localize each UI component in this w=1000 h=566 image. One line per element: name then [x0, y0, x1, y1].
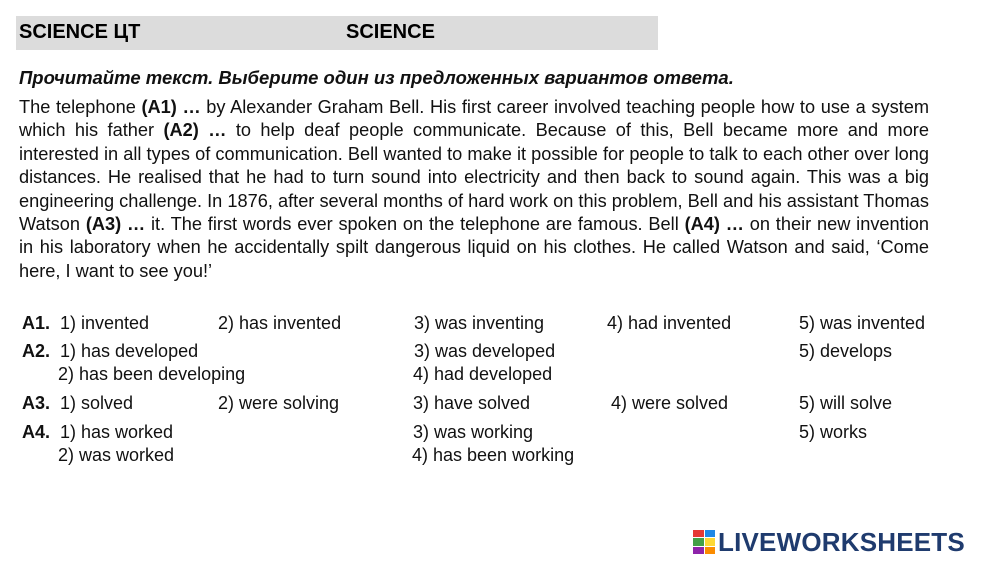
- a1-option-5[interactable]: 5) was invented: [799, 313, 926, 333]
- question-a3-label: A3.: [22, 393, 51, 413]
- question-a4-label: A4.: [22, 422, 51, 442]
- a3-option-4[interactable]: 4) were solved: [611, 393, 729, 413]
- a3-option-1[interactable]: 1) solved: [60, 393, 134, 413]
- passage-text: by Alexander Graham Bell. His first career involved teaching people how to use a system which his father: [19, 97, 929, 141]
- gap-a4: (A4) …: [684, 214, 744, 235]
- logo-text: LIVEWORKSHEETS: [718, 526, 965, 557]
- a4-option-5[interactable]: 5) works: [799, 422, 868, 442]
- passage-text: The telephone: [19, 97, 142, 117]
- a1-option-2[interactable]: 2) has invented: [218, 313, 342, 333]
- gap-a2: (A2) …: [163, 120, 227, 141]
- liveworksheets-logo-icon: [693, 530, 715, 554]
- header-left-label: SCIENCE ЦТ: [19, 21, 141, 43]
- a1-option-3[interactable]: 3) was inventing: [414, 313, 545, 333]
- a3-option-2[interactable]: 2) were solving: [218, 393, 340, 413]
- a1-option-1[interactable]: 1) invented: [60, 313, 150, 333]
- a2-option-3[interactable]: 3) was developed: [414, 341, 556, 361]
- header-bar: [16, 16, 658, 50]
- passage-text: on their new invention in his laboratory when he accidentally spilt dangerous liquid on his clothes. He called Watson and said, ‘Come here, I want to see you!’: [19, 214, 929, 281]
- header-right-label: SCIENCE: [346, 21, 435, 43]
- question-a2-label: A2.: [22, 341, 51, 361]
- a4-option-3[interactable]: 3) was working: [413, 422, 534, 442]
- a2-option-4[interactable]: 4) had developed: [413, 364, 553, 384]
- gap-a1: (A1) …: [141, 97, 201, 117]
- a2-option-2[interactable]: 2) has been developing: [58, 364, 246, 384]
- a2-option-5[interactable]: 5) develops: [799, 341, 893, 361]
- liveworksheets-logo: [693, 527, 965, 557]
- a1-option-4[interactable]: 4) had invented: [607, 313, 732, 333]
- a4-option-2[interactable]: 2) was worked: [58, 445, 175, 465]
- passage-text: to help deaf people communicate. Because of this, Bell became more and more interested in all types of communication. Bell wanted to make it possible for people to talk to each other over long distances. He realised that he had to turn sound into electricity and then back to sound again. This was a big engineering challenge. In 1876, after several months of hard work on this problem, Bell and his assistant Thomas Watson: [19, 120, 929, 235]
- a2-option-1[interactable]: 1) has developed: [60, 341, 199, 361]
- gap-a3: (A3) …: [85, 214, 146, 235]
- a4-option-4[interactable]: 4) has been working: [412, 445, 575, 465]
- instruction: Прочитайте текст. Выберите один из предложенных вариантов ответа.: [19, 67, 734, 88]
- a3-option-5[interactable]: 5) will solve: [799, 393, 893, 413]
- a3-option-3[interactable]: 3) have solved: [413, 393, 531, 413]
- a4-option-1[interactable]: 1) has worked: [60, 422, 174, 442]
- passage-text: it. The first words ever spoken on the telephone are famous. Bell: [145, 214, 685, 235]
- passage: [19, 96, 929, 283]
- question-a1-label: A1.: [22, 313, 51, 333]
